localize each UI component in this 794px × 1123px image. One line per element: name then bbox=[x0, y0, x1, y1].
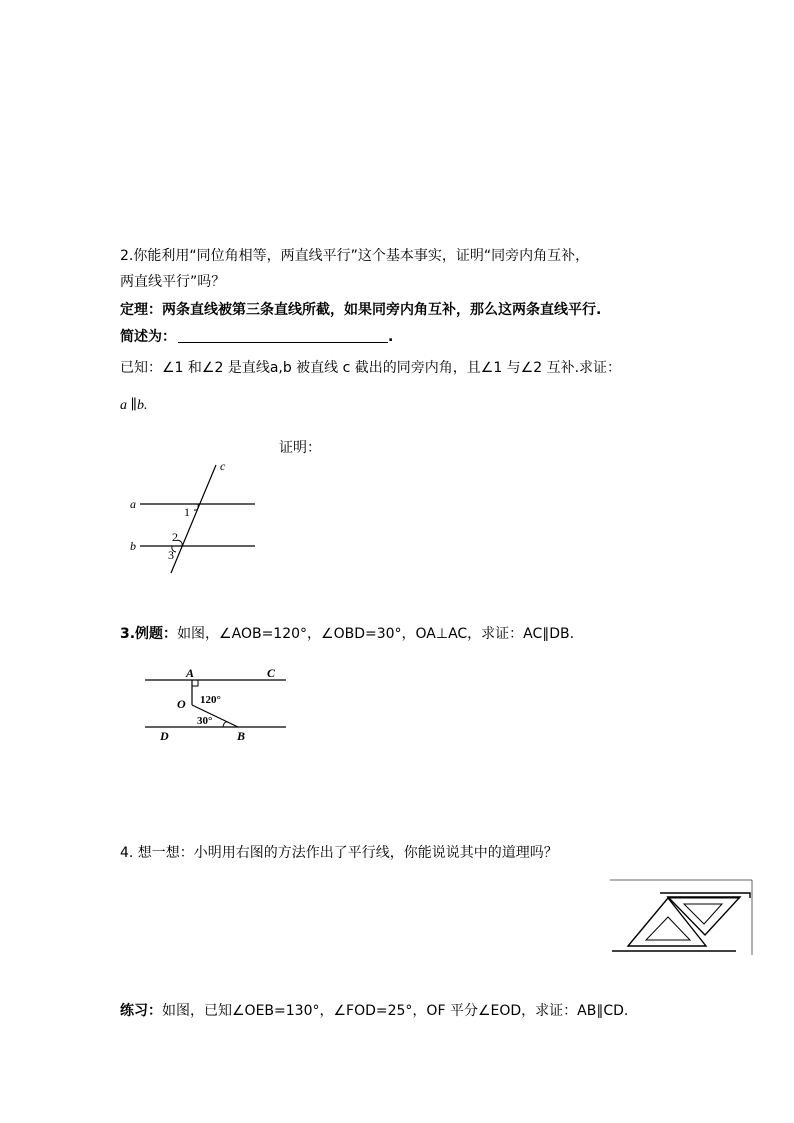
q4-text: 4. 想一想：小明用右图的方法作出了平行线，你能说说其中的道理吗？ bbox=[120, 845, 558, 861]
label-30: 30° bbox=[197, 715, 213, 727]
label-1: 1 bbox=[184, 505, 190, 519]
label-b: b bbox=[130, 539, 136, 553]
setsquare-outer-top bbox=[668, 897, 740, 935]
label-2: 2 bbox=[172, 530, 178, 544]
label-a: a bbox=[130, 497, 136, 511]
practice-text: 如图，已知∠OEB=130°，∠FOD=25°，OF 平分∠EOD，求证：AB∥CD. bbox=[162, 1003, 629, 1019]
label-O: O bbox=[177, 697, 186, 711]
summary-label: 简述为： bbox=[120, 329, 176, 345]
setsquare-inner-bottom bbox=[646, 917, 690, 940]
label-c: c bbox=[220, 459, 226, 473]
summary-end: . bbox=[388, 329, 394, 345]
label-3: 3 bbox=[168, 548, 174, 562]
practice-label: 练习： bbox=[120, 1003, 162, 1019]
q3-prefix: 3.例题： bbox=[120, 626, 178, 642]
theorem-text: 定理：两条直线被第三条直线所截，如果同旁内角互补，那么这两条直线平行. bbox=[120, 302, 602, 318]
setsquare-outer-bottom bbox=[628, 898, 706, 946]
proof-label: 证明： bbox=[279, 440, 321, 456]
setsquare-inner-top bbox=[684, 904, 722, 924]
q2-line2: 两直线平行”吗？ bbox=[120, 274, 226, 290]
q2-line1: 2.你能利用“同位角相等，两直线平行”这个基本事实，证明“同旁内角互补， bbox=[120, 248, 590, 264]
q3-text: 如图，∠AOB=120°，∠OBD=30°，OA⊥AC，求证：AC∥DB. bbox=[177, 626, 575, 642]
label-B: B bbox=[237, 729, 246, 743]
given-line2: a ∥b. bbox=[120, 398, 148, 413]
label-A: A bbox=[186, 666, 195, 680]
label-C: C bbox=[267, 666, 276, 680]
label-D: D bbox=[160, 729, 169, 743]
label-120: 120° bbox=[200, 694, 221, 706]
given-line1: 已知：∠1 和∠2 是直线a,b 被直线 c 截出的同旁内角，且∠1 与∠2 互补.求证： bbox=[120, 360, 622, 376]
practice-line bbox=[120, 1000, 628, 1020]
